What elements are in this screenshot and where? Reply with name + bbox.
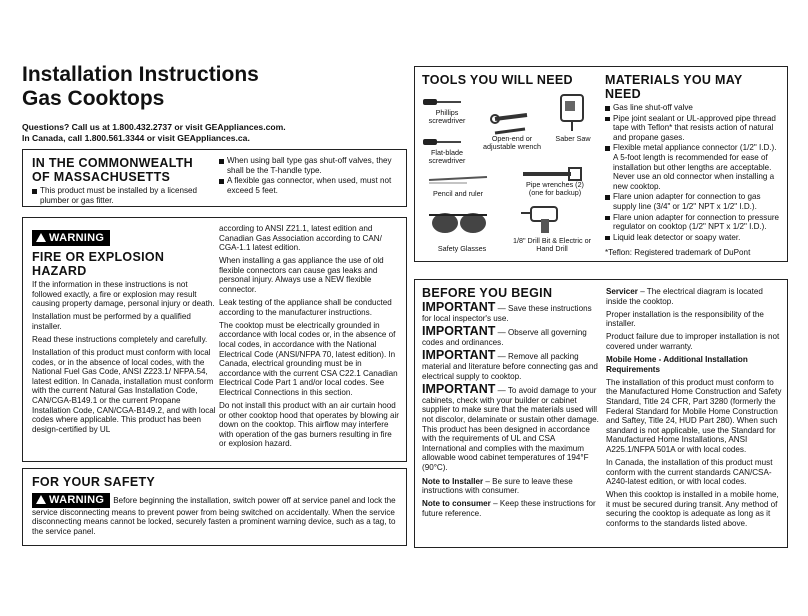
warning-paragraph: The cooktop must be electrically grounded in accordance with local codes or, in the absence of local codes, in accordance with the National Electrical Code (ANSI/NFPA 70, latest edition). In Canada, electrical grounding must be in accordance with the current CSA C22.1 Canadian Electrical Code Part 1 and/or local codes. See Electrical Connections in this section. [219, 320, 398, 397]
massachusetts-bullet: This product must be installed by a licensed plumber or gas fitter. [32, 186, 217, 205]
tool-label: Safety Glasses [437, 244, 487, 253]
materials-bullet: Flexible metal appliance connector (1/2" I.D.). A 5-foot length is recommended for ease of installation but other lengths are acceptable. Never use an old connector when installing a new cooktop. [605, 143, 783, 191]
important-item: IMPORTANT — Remove all packing material and literature before connecting gas and electrical supply to cooktop. [422, 348, 598, 381]
massachusetts-heading-2: OF MASSACHUSETTS [32, 170, 171, 184]
tool-label: Open-end or adjustable wrench [483, 134, 541, 152]
pipe-wrench-icon [523, 167, 585, 181]
contact-us: Questions? Call us at 1.800.432.2737 or visit GEAppliances.com. [22, 122, 286, 132]
safety-text: Before beginning the installation, switch power off at service panel and lock the service disconnecting means to prevent power from being switched on accidentally. When the service disconnecting means cannot be locked, securely fasten a prominent warning device, such as a tag, to the service panel. [32, 496, 396, 536]
begin-paragraph: Proper installation is the responsibility of the installer. [606, 309, 764, 329]
hazard-heading-2: HAZARD [32, 264, 87, 278]
safety-glasses-icon [429, 209, 489, 237]
warning-paragraph: Installation of this product must conform with local codes, or in the absence of local codes, with the National Fuel Gas Code, ANSI Z223.1/ NFPA.54, latest edition. In Canada, installation must conform with the current Natural Gas Installation Code, CAN/CGA-B149.1 or the current Propane Installation Code, CAN/CGA-B149.2, and with local codes where applicable. This product has been design-certified by UL [32, 348, 216, 434]
contact-canada: In Canada, call 1.800.561.3344 or visit GEAppliances.ca. [22, 133, 250, 143]
materials-heading-1: MATERIALS YOU MAY [605, 73, 743, 87]
saber-saw-icon [559, 93, 585, 133]
drill-icon [519, 203, 563, 235]
important-item: IMPORTANT — Observe all governing codes and ordinances. [422, 324, 587, 347]
tools-heading: TOOLS YOU WILL NEED [422, 73, 573, 87]
begin-paragraph: Product failure due to improper installation is not covered under warranty. [606, 332, 780, 351]
massachusetts-heading-1: IN THE COMMONWEALTH [32, 156, 194, 170]
tool-label: 1/8" Drill Bit & Electric or Hand Drill [512, 236, 592, 254]
materials-heading-2: NEED [605, 87, 641, 101]
title-line-1: Installation Instructions [22, 63, 259, 86]
warning-paragraph: When installing a gas appliance the use of old flexible connectors can cause gas leaks and personal injury. Always use a NEW flexible connector. [219, 256, 384, 295]
tools-materials-box [414, 66, 788, 262]
tool-label: Pencil and ruler [433, 189, 483, 198]
mobile-home-heading: Mobile Home - Additional Installation Requirements [606, 355, 748, 374]
materials-bullet: Flare union adapter for connection to gas supply line (3/4" or 1/2" NPT x 1/2" I.D.). [605, 192, 783, 211]
page-title [22, 63, 402, 111]
warning-paragraph: Do not install this product with an air curtain hood or other cooktop hood that operates by blowing air down on the cooktop. This airflow may interfere with operation of the gas burners resulting in fire or explosion hazard. [219, 401, 399, 449]
pencil-ruler-icon [427, 175, 491, 185]
mobile-paragraph: In Canada, the installation of this product must conform with the current standards CAN/CSA-A240-latest edition, or with local codes. [606, 458, 773, 487]
tool-label: Phillips screwdriver [428, 108, 466, 126]
tool-label: Saber Saw [555, 134, 591, 143]
warning-paragraph: Read these instructions completely and carefully. [32, 334, 208, 344]
mobile-paragraph: The installation of this product must conform to the Manufactured Home Construction and Safety Standard, Title 24 CFR, Part 3280 (formerly the Federal Standard for Mobile Home Construction and Saftey, Title 24, HUD Part 280). When such standard is not applicable, use the Standard for Manufactured Home Installations, ANSI A225.1/NFPA 501A or with local codes. [606, 377, 782, 454]
begin-heading: BEFORE YOU BEGIN [422, 286, 553, 300]
massachusetts-bullet: A flexible gas connector, when used, must not exceed 5 feet. [219, 176, 401, 195]
warning-triangle-icon [36, 233, 46, 242]
tool-label: Pipe wrenches (2) (one for backup) [526, 180, 584, 198]
warning-paragraph: according to ANSI Z21.1, latest edition and Canadian Gas Association according to CAN/ CGA-1.1 latest edition. [219, 224, 382, 253]
materials-footnote: *Teflon: Registered trademark of DuPont [605, 248, 751, 258]
warning-triangle-icon [36, 495, 46, 504]
important-item: IMPORTANT — To avoid damage to your cabinets, check with your builder or cabinet supplier to make sure that the materials used will not discolor, delaminate or sustain other damage. This product has been designed in accordance with the requirements of UL and CSA International and complies with the maximum allowable wood cabinet temperatures of 194°F (90°C). [422, 382, 599, 472]
hazard-heading-1: FIRE OR EXPLOSION [32, 250, 165, 264]
safety-heading: FOR YOUR SAFETY [32, 475, 156, 489]
before-begin-box [414, 279, 788, 548]
warning-paragraph: If the information in these instructions is not followed exactly, a fire or explosion may result causing property damage, personal injury or death. [32, 280, 215, 309]
materials-bullet: Flare union adapter for connection to pressure regulator on cooktop (1/2" NPT x 1/2" I.D.). [605, 213, 783, 232]
safety-warning-badge: WARNING [32, 493, 110, 508]
tool-label: Flat-blade screwdriver [428, 148, 466, 166]
mobile-paragraph: When this cooktop is installed in a mobile home, it must be secured during transit. Any method of securing the cooktop is adequate as long as it conforms to the standards listed above. [606, 490, 779, 529]
important-item: IMPORTANT — Save these instructions for local inspector's use. [422, 300, 592, 323]
materials-bullet: Gas line shut-off valve [605, 103, 783, 113]
warning-badge: WARNING [32, 230, 110, 246]
materials-bullet: Liquid leak detector or soapy water. [605, 233, 783, 243]
safety-box [22, 468, 407, 546]
warning-box [22, 217, 407, 462]
warning-paragraph: Installation must be performed by a qualified installer. [32, 312, 191, 331]
warning-paragraph: Leak testing of the appliance shall be conducted according to the manufacturer instructions. [219, 298, 392, 317]
massachusetts-bullet: When using ball type gas shut-off valves, they shall be the T-handle type. [219, 156, 401, 175]
title-line-2: Gas Cooktops [22, 87, 165, 110]
note-installer: Note to Installer – Be sure to leave these instructions with consumer. [422, 476, 573, 496]
massachusetts-box [22, 149, 407, 207]
phillips-screwdriver-icon [423, 97, 463, 107]
servicer-note: Servicer – The electrical diagram is located inside the cooktop. [606, 287, 763, 306]
contact-info [22, 122, 407, 144]
note-consumer: Note to consumer – Keep these instructions for future reference. [422, 499, 596, 518]
flat-blade-screwdriver-icon [423, 137, 463, 147]
materials-bullet: Pipe joint sealant or UL-approved pipe thread tape with Teflon* that resists action of natural and propane gases. [605, 114, 783, 143]
